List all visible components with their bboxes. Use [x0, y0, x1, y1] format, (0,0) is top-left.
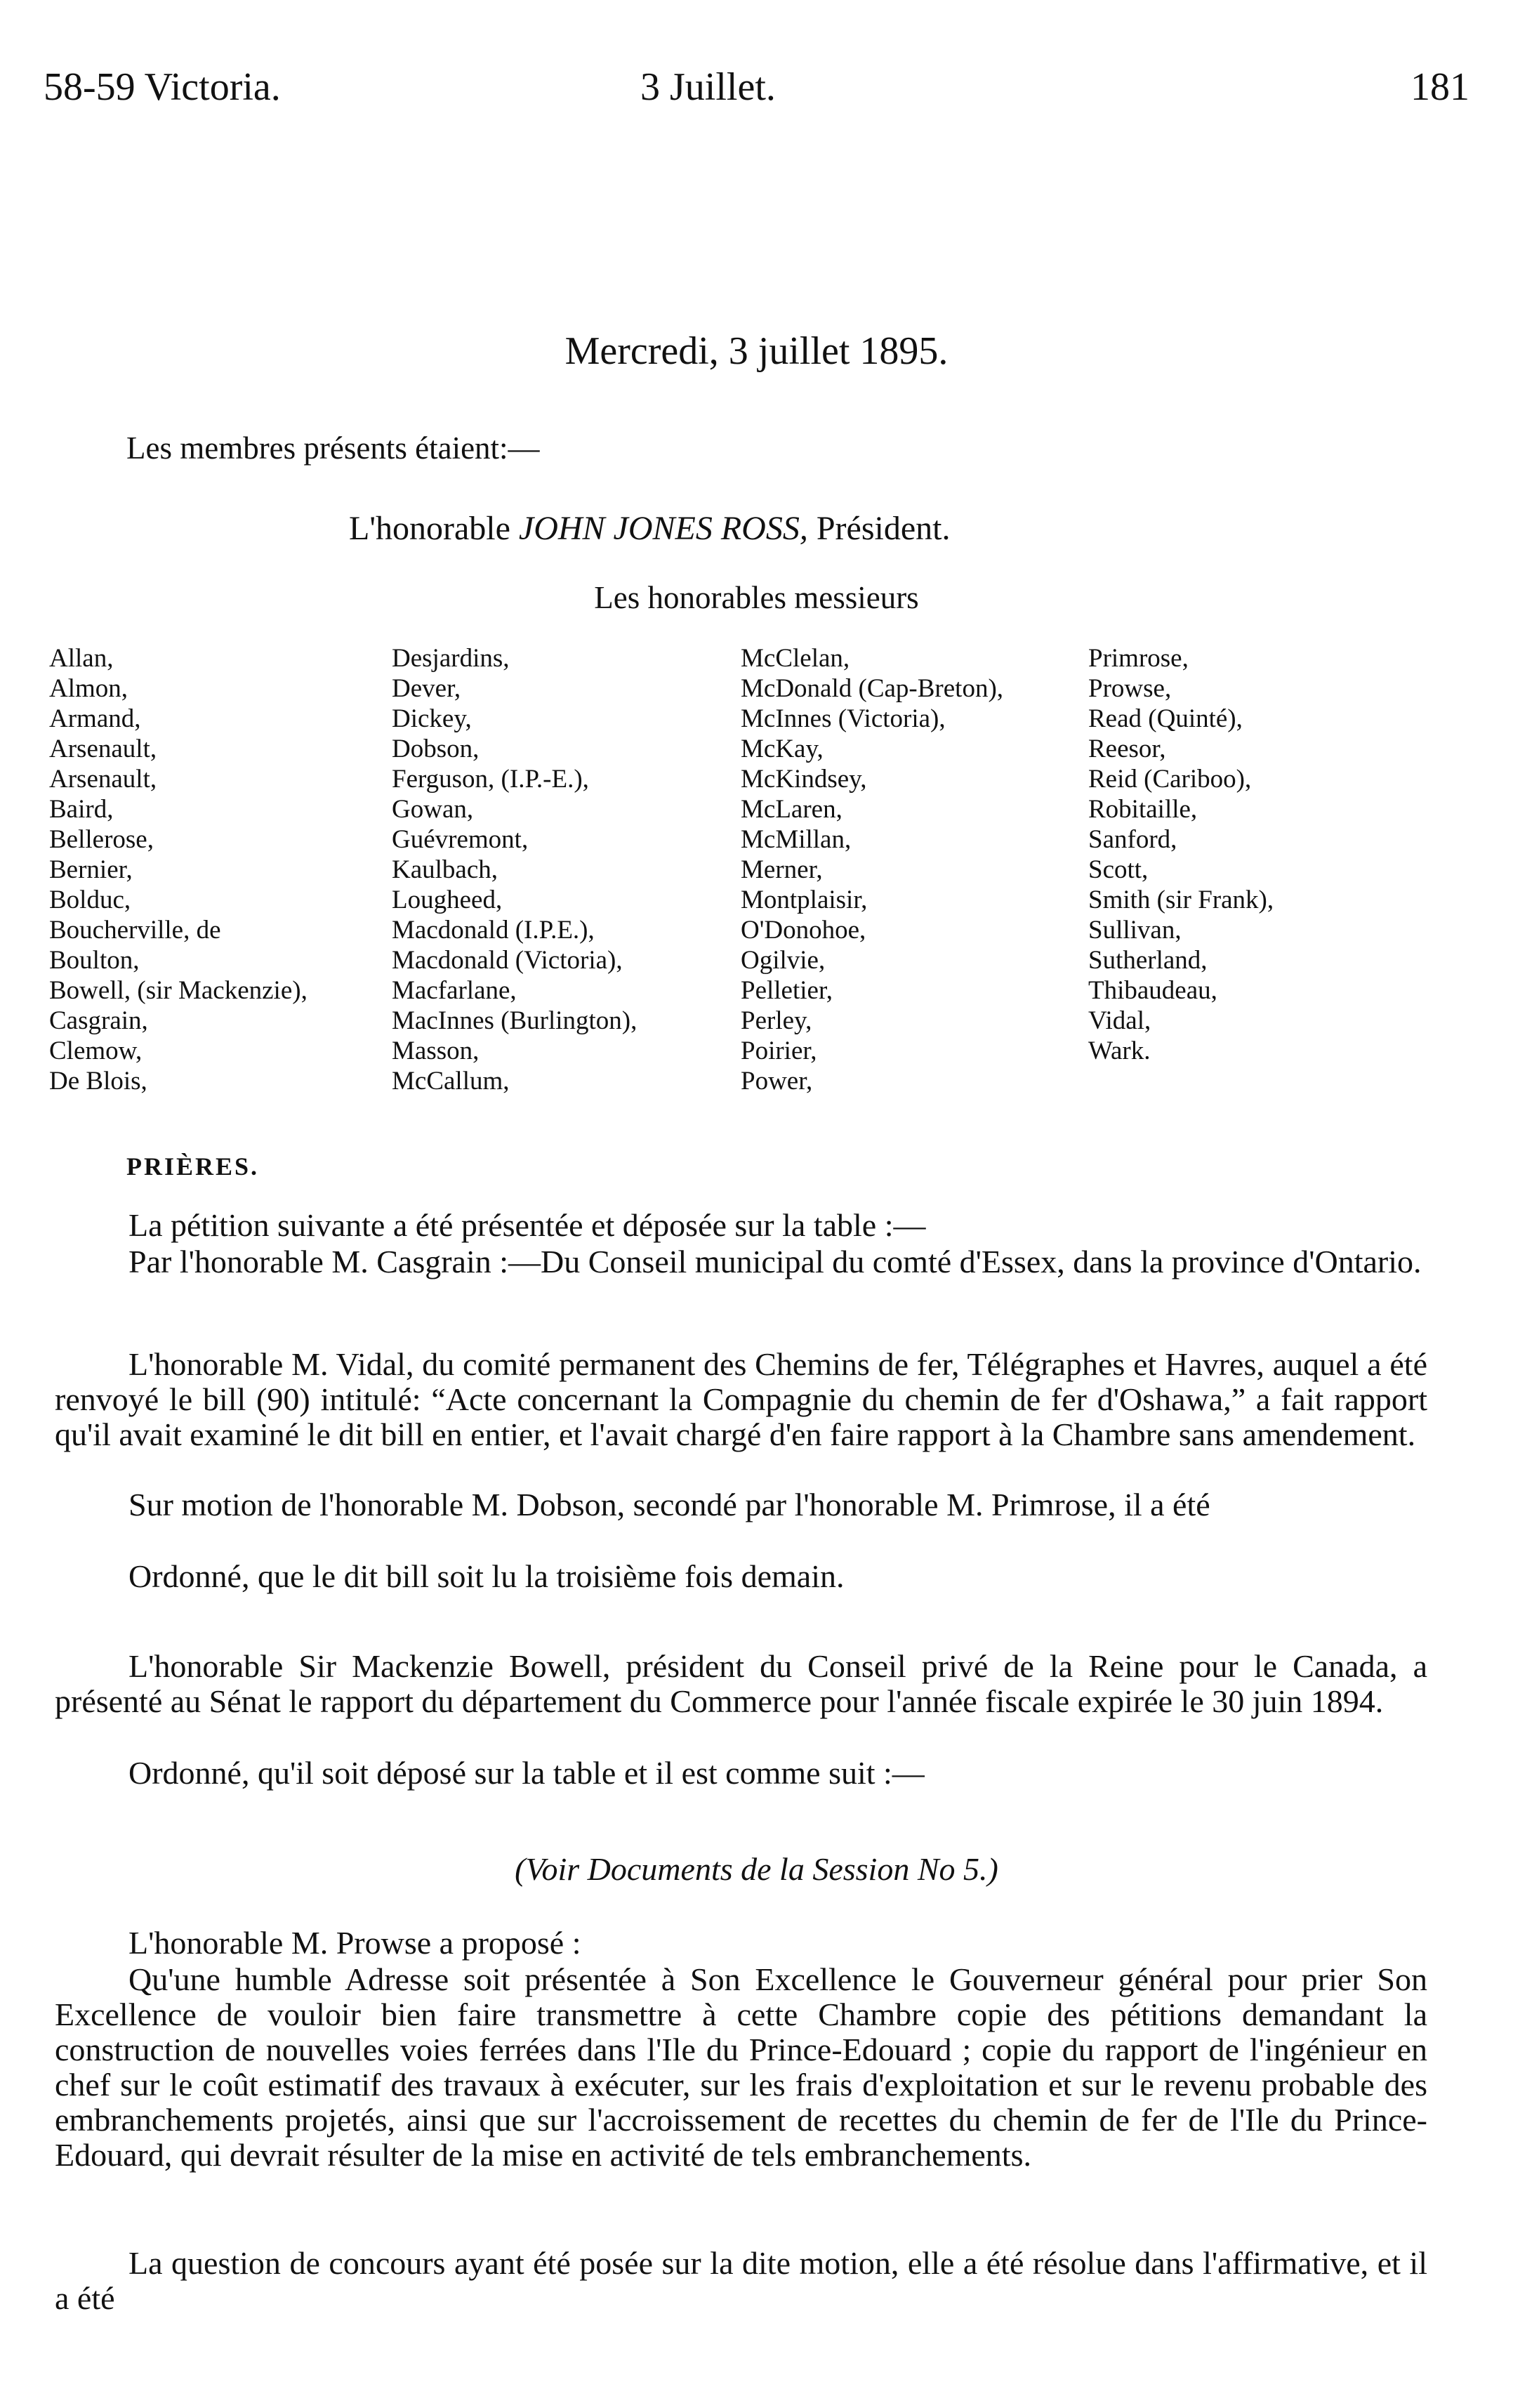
- header-date: 3 Juillet.: [640, 65, 776, 109]
- dobson-motion: Sur motion de l'honorable M. Dobson, secondé par l'honorable M. Primrose, il a été: [128, 1487, 1210, 1522]
- documents-reference: (Voir Documents de la Session No 5.): [515, 1851, 998, 1887]
- members-intro: Les membres présents étaient:—: [126, 430, 540, 466]
- roster-name: Macdonald (I.P.E.),: [392, 916, 595, 945]
- roster-name: De Blois,: [49, 1067, 147, 1096]
- roster-name: Sutherland,: [1088, 946, 1208, 975]
- roster-name: Primrose,: [1088, 644, 1189, 673]
- roster-name: Scott,: [1088, 855, 1149, 884]
- roster-name: Boulton,: [49, 946, 140, 975]
- roster-name: Guévremont,: [392, 825, 529, 854]
- roster-name: Kaulbach,: [392, 855, 498, 884]
- members-roster: [49, 643, 1474, 1114]
- roster-column-2: [392, 643, 637, 1096]
- roster-name: Prowse,: [1088, 674, 1172, 703]
- roster-column-3: [741, 643, 1003, 1096]
- roster-name: Montplaisir,: [741, 886, 868, 914]
- roster-name: Arsenault,: [49, 735, 157, 763]
- page-number: 181: [1410, 65, 1469, 109]
- roster-name: Casgrain,: [49, 1006, 148, 1035]
- roster-name: Bowell, (sir Mackenzie),: [49, 976, 308, 1005]
- roster-name: Reid (Cariboo),: [1088, 765, 1252, 794]
- third-reading-order: Ordonné, que le dit bill soit lu la troisième fois demain.: [128, 1558, 845, 1594]
- roster-name: Allan,: [49, 644, 114, 673]
- running-header: [44, 65, 1469, 121]
- roster-name: Pelletier,: [741, 976, 833, 1005]
- roster-name: Perley,: [741, 1006, 812, 1035]
- table-order: Ordonné, qu'il soit déposé sur la table et il est comme suit :—: [128, 1755, 925, 1791]
- roster-name: Gowan,: [392, 795, 474, 824]
- bowell-report: L'honorable Sir Mackenzie Bowell, président du Conseil privé de la Reine pour le Canada, a présenté au Sénat le rapport du département du Commerce pour l'année fiscale expirée le 30 juin 1894.: [55, 1648, 1427, 1719]
- roster-name: Baird,: [49, 795, 114, 824]
- roster-name: McMillan,: [741, 825, 852, 854]
- roster-name: Vidal,: [1088, 1006, 1151, 1035]
- roster-name: Bernier,: [49, 855, 133, 884]
- roster-name: Boucherville, de: [49, 916, 221, 945]
- petition-intro: La pétition suivante a été présentée et déposée sur la table :—: [128, 1207, 926, 1243]
- roster-name: Lougheed,: [392, 886, 503, 914]
- roster-name: Reesor,: [1088, 735, 1166, 763]
- roster-name: McDonald (Cap-Breton),: [741, 674, 1004, 703]
- roster-name: MacInnes (Burlington),: [392, 1006, 637, 1035]
- roster-name: Macdonald (Victoria),: [392, 946, 623, 975]
- roster-name: Ogilvie,: [741, 946, 826, 975]
- roster-name: O'Donohoe,: [741, 916, 866, 945]
- roster-name: Bellerose,: [49, 825, 154, 854]
- roster-name: Desjardins,: [392, 644, 510, 673]
- president-name: JOHN JONES ROSS,: [518, 510, 808, 547]
- roster-name: McCallum,: [392, 1067, 510, 1096]
- prieres-heading: PRIÈRES.: [126, 1152, 260, 1180]
- honorables-heading: Les honorables messieurs: [594, 580, 919, 615]
- address-motion: Qu'une humble Adresse soit présentée à Son Excellence le Gouverneur général pour prier Son Excellence de vouloir bien faire transmettre à cette Chambre copie des pétitions demandant la construction de nouvelles voies ferrées dans l'Ile du Prince-Edouard ; copie du rapport de l'ingénieur en chef sur le coût estimatif des travaux à exécuter, sur les frais d'exploitation et sur le revenu probable des embranchements projetés, ainsi que sur l'accroissement de recettes du chemin de fer de l'Ile du Prince-Edouard, qui devrait résulter de la mise en activité de tels embranchements.: [55, 1961, 1427, 2173]
- roster-name: Thibaudeau,: [1088, 976, 1217, 1005]
- roster-column-4: [1088, 643, 1274, 1066]
- roster-name: McKay,: [741, 735, 824, 763]
- roster-name: Almon,: [49, 674, 128, 703]
- roster-name: Sanford,: [1088, 825, 1177, 854]
- prowse-proposal: L'honorable M. Prowse a proposé :: [128, 1925, 581, 1961]
- roster-name: Dickey,: [392, 704, 472, 733]
- roster-column-1: [49, 643, 308, 1096]
- roster-name: Robitaille,: [1088, 795, 1198, 824]
- header-volume: 58-59 Victoria.: [44, 65, 281, 109]
- president-line: [349, 509, 950, 548]
- petition-casgrain: Par l'honorable M. Casgrain :—Du Conseil municipal du comté d'Essex, dans la province d'Ontario.: [128, 1244, 1422, 1279]
- roster-name: Poirier,: [741, 1037, 817, 1065]
- concurrence-result: La question de concours ayant été posée sur la dite motion, elle a été résolue dans l'affirmative, et il a été: [55, 2245, 1427, 2316]
- roster-name: Wark.: [1088, 1037, 1151, 1065]
- roster-name: Masson,: [392, 1037, 480, 1065]
- roster-name: Armand,: [49, 704, 141, 733]
- roster-name: Dever,: [392, 674, 461, 703]
- roster-name: McKindsey,: [741, 765, 867, 794]
- president-title: Président.: [816, 510, 951, 547]
- roster-name: Clemow,: [49, 1037, 143, 1065]
- roster-name: Sullivan,: [1088, 916, 1182, 945]
- roster-name: Dobson,: [392, 735, 480, 763]
- vidal-report: L'honorable M. Vidal, du comité permanent des Chemins de fer, Télégraphes et Havres, auquel a été renvoyé le bill (90) intitulé: “Acte concernant la Compagnie du chemin de fer d'Oshawa,” a fait rapport qu'il avait examiné le dit bill en entier, et l'avait chargé d'en faire rapport à la Chambre sans amendement.: [55, 1346, 1427, 1452]
- roster-name: Merner,: [741, 855, 823, 884]
- roster-name: Ferguson, (I.P.-E.),: [392, 765, 589, 794]
- roster-name: Power,: [741, 1067, 813, 1096]
- roster-name: McInnes (Victoria),: [741, 704, 946, 733]
- date-heading: Mercredi, 3 juillet 1895.: [564, 329, 949, 373]
- roster-name: McLaren,: [741, 795, 843, 824]
- roster-name: Bolduc,: [49, 886, 131, 914]
- roster-name: Smith (sir Frank),: [1088, 886, 1274, 914]
- roster-name: Macfarlane,: [392, 976, 517, 1005]
- roster-name: Read (Quinté),: [1088, 704, 1243, 733]
- roster-name: Arsenault,: [49, 765, 157, 794]
- president-prefix: L'honorable: [349, 510, 510, 547]
- roster-name: McClelan,: [741, 644, 850, 673]
